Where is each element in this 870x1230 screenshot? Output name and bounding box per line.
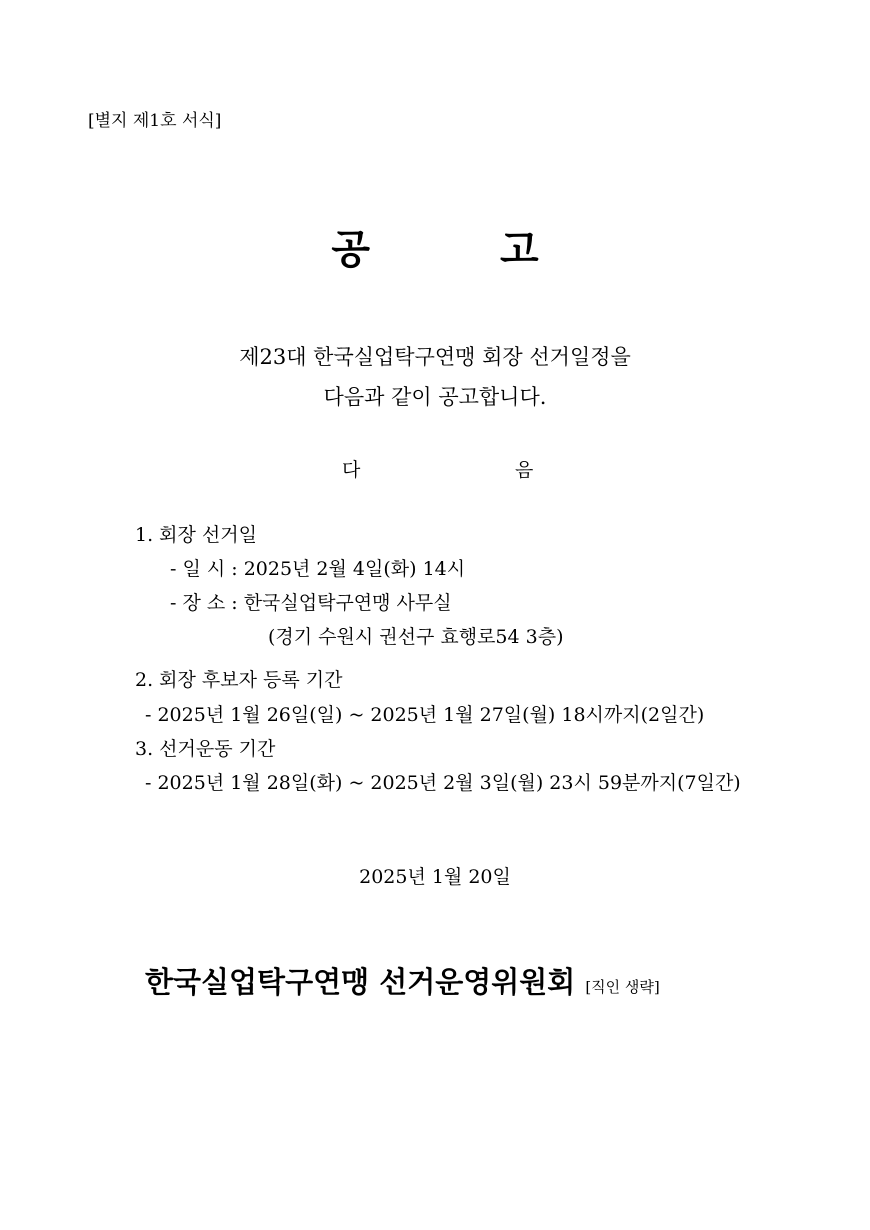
section-1-place: - 장 소 : 한국실업탁구연맹 사무실 <box>170 592 452 614</box>
intro-line-1: 제23대 한국실업탁구연맹 회장 선거일정을 <box>239 345 631 369</box>
signer-block <box>145 960 660 1001</box>
da-eum-second: 음 <box>515 459 534 481</box>
section-3-period: - 2025년 1월 28일(화) ~ 2025년 2월 3일(월) 23시 59분까지(7일간) <box>145 772 741 794</box>
section-3-heading: 3. 선거운동 기간 <box>135 738 276 760</box>
document-title <box>0 218 870 275</box>
form-label: [별지 제1호 서식] <box>88 111 222 131</box>
announcement-date: 2025년 1월 20일 <box>359 866 511 888</box>
section-1-heading: 1. 회장 선거일 <box>135 524 257 546</box>
seal-note: [직인 생략] <box>585 978 660 996</box>
section-1-address: (경기 수원시 권선구 효행로54 3층) <box>268 626 564 648</box>
section-1-datetime: - 일 시 : 2025년 2월 4일(화) 14시 <box>170 558 466 580</box>
section-2-period: - 2025년 1월 26일(일) ~ 2025년 1월 27일(월) 18시까지(2일간) <box>145 704 705 726</box>
signer-organization: 한국실업탁구연맹 선거운영위원회 <box>145 965 576 999</box>
intro-line-2: 다음과 같이 공고합니다. <box>323 385 547 409</box>
title-second-char: 고 <box>500 226 539 273</box>
da-eum-first: 다 <box>342 459 361 481</box>
section-2-heading: 2. 회장 후보자 등록 기간 <box>135 669 343 691</box>
title-first-char: 공 <box>331 226 370 273</box>
